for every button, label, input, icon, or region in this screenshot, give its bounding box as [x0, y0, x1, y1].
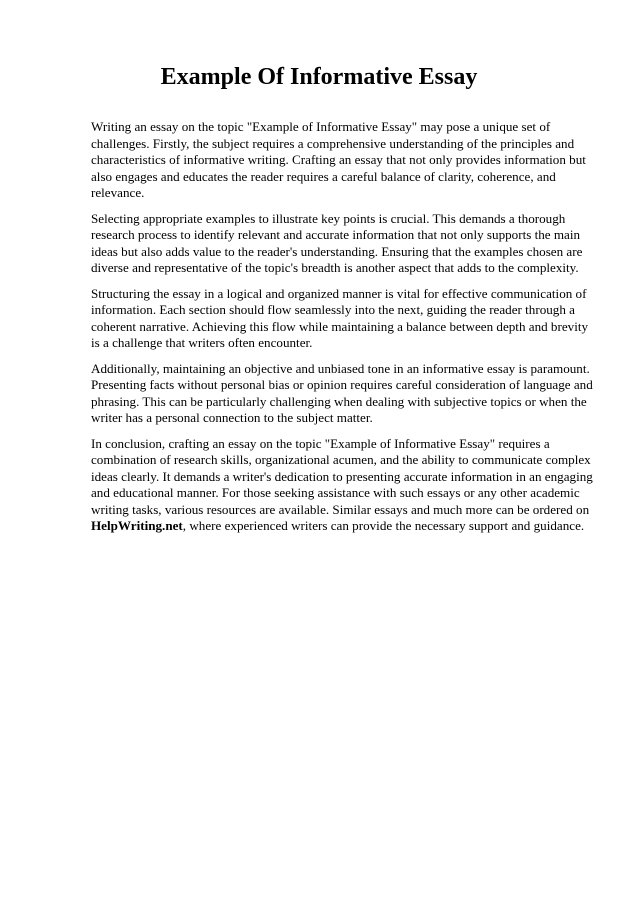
- paragraph-conclusion: [91, 436, 596, 535]
- brand-name: HelpWriting.net: [91, 518, 183, 533]
- paragraph-tone: Additionally, maintaining an objective and unbiased tone in an informative essay is paramount. Presenting facts without personal bias or opinion requires careful consideration of language and phrasing. This can be particularly challenging when dealing with subjective topics or when the writer has a personal connection to the subject matter.: [91, 360, 593, 425]
- conclusion-text: In conclusion, crafting an essay on the topic "Example of Informative Essay" requires a combination of research skills, organizational acumen, and the ability to communicate complex ideas clearly. It demands a writer's dedication to presenting accurate information in an engaging and educational manner. For those seeking assistance with such essays or any other academic writing tasks, various resources are available. Similar essays and much more can be ordered on: [91, 435, 593, 517]
- document-title: Example Of Informative Essay: [160, 64, 478, 90]
- paragraph-structure: Structuring the essay in a logical and organized manner is vital for effective communication of information. Each section should flow seamlessly into the next, guiding the reader through a coherent narrative. Achieving this flow while maintaining a balance between depth and brevity is a challenge that writers often encounter.: [91, 285, 589, 350]
- paragraph-intro: Writing an essay on the topic "Example of Informative Essay" may pose a unique set of challenges. Firstly, the subject requires a comprehensive understanding of the principles and characteristics of informative writing. Crafting an essay that not only provides information but also engages and educates the reader requires a careful balance of clarity, coherence, and relevance.: [91, 119, 586, 200]
- conclusion-tail: , where experienced writers can provide the necessary support and guidance.: [182, 518, 585, 533]
- paragraph-examples: Selecting appropriate examples to illustrate key points is crucial. This demands a thorough research process to identify relevant and accurate information that not only supports the main ideas but also adds value to the reader's understanding. Ensuring that the examples chosen are diverse and representative of the topic's breadth is another aspect that adds to the complexity.: [91, 210, 583, 275]
